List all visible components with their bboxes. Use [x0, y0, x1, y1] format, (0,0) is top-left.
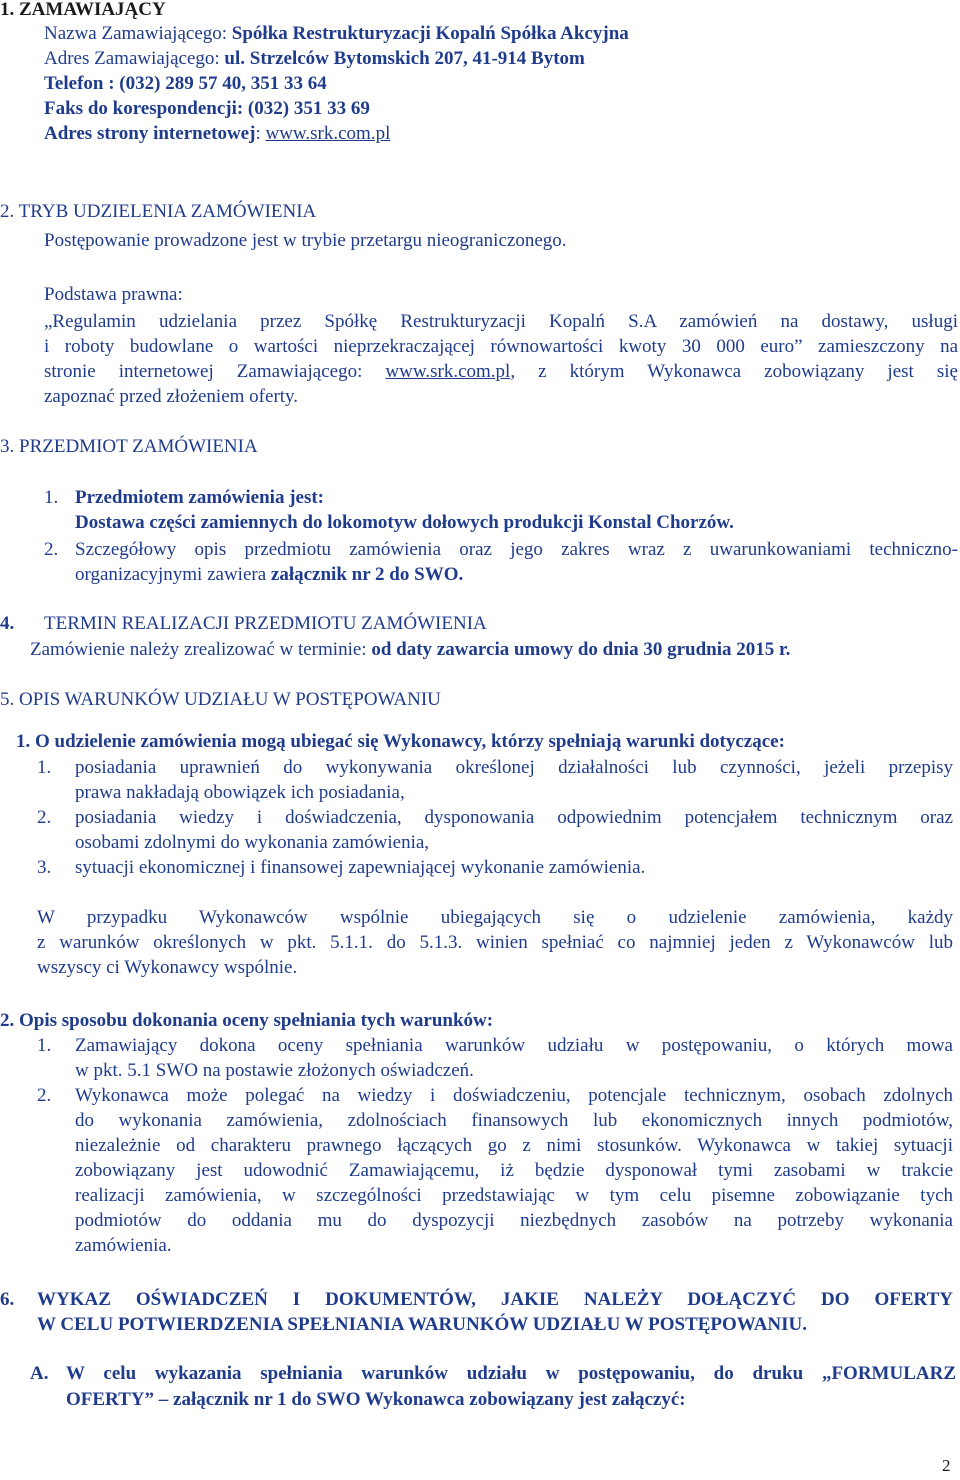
- subject-item-2-line-2a: organizacyjnymi zawiera: [75, 564, 271, 585]
- condition-2-line-2: osobami zdolnymi do wykonania zamówienia,: [75, 832, 430, 853]
- evaluation-1-line-2: w pkt. 5.1 SWO na postawie złożonych oświadczeń.: [75, 1060, 474, 1081]
- item-a-line-1: W celu wykazania spełniania warunków udziału w postępowaniu, do druku „FORMULARZ: [66, 1363, 956, 1384]
- evaluation-1-num: 1.: [37, 1035, 52, 1056]
- evaluation-2-line-1: Wykonawca może polegać na wiedzy i doświadczeniu, potencjale technicznym, osobach zdolnych: [75, 1085, 953, 1106]
- item-a-num: A.: [30, 1363, 49, 1384]
- section-3-heading: 3. PRZEDMIOT ZAMÓWIENIA: [0, 436, 258, 457]
- legal-basis-line-1: „Regulamin udzielania przez Spółkę Restrukturyzacji Kopalń S.A zamówień na dostawy, usługi: [44, 311, 958, 332]
- phone-line: Telefon : (032) 289 57 40, 351 33 64: [44, 73, 327, 94]
- evaluation-2-line-2: do wykonania zamówienia, zdolnościach finansowych lub ekonomicznych innych podmiotów,: [75, 1110, 953, 1131]
- evaluation-1-line-1: Zamawiający dokona oceny spełniania warunków udziału w postępowaniu, o których mowa: [75, 1035, 953, 1056]
- subject-item-2-line-2: [75, 563, 463, 587]
- deadline-label: Zamówienie należy zrealizować w terminie:: [30, 639, 372, 660]
- deadline-line: [30, 638, 790, 662]
- attachment-ref: załącznik nr 2 do SWO.: [270, 564, 464, 585]
- conditions-heading: 1. O udzielenie zamówienia mogą ubiegać się Wykonawcy, którzy spełniają warunki dotyczące:: [16, 731, 785, 752]
- contractor-name-value: Spółka Restrukturyzacji Kopalń Spółka Akcyjna: [231, 23, 629, 44]
- condition-1-line-1: posiadania uprawnień do wykonywania określonej działalności lub czynności, jeżeli przepisy: [75, 757, 953, 778]
- section-5-heading: 5. OPIS WARUNKÓW UDZIAŁU W POSTĘPOWANIU: [0, 689, 441, 710]
- evaluation-2-num: 2.: [37, 1085, 52, 1106]
- section-6-heading-line-2: W CELU POTWIERDZENIA SPEŁNIANIA WARUNKÓW UDZIAŁU W POSTĘPOWANIU.: [37, 1314, 808, 1335]
- joint-bidders-line-3: wszyscy ci Wykonawcy wspólnie.: [37, 957, 298, 978]
- contractor-address-value: ul. Strzelców Bytomskich 207, 41-914 Bytom: [224, 48, 585, 69]
- evaluation-2-line-6: podmiotów do oddania mu do dyspozycji niezbędnych zasobów na potrzeby wykonania: [75, 1210, 953, 1231]
- website-colon: :: [255, 123, 266, 144]
- procedure-mode-text: Postępowanie prowadzone jest w trybie przetargu nieograniczonego.: [44, 230, 567, 251]
- evaluation-2-line-4: zobowiązany jest udowodnić Zamawiającemu, iż będzie dysponował tymi zasobami w trakcie: [75, 1160, 953, 1181]
- condition-2-num: 2.: [37, 807, 52, 828]
- contractor-address-label: Adres Zamawiającego:: [44, 48, 225, 69]
- website-line: [44, 122, 390, 146]
- contractor-name-line: [44, 22, 629, 46]
- legal-basis-line-4: zapoznać przed złożeniem oferty.: [44, 386, 299, 407]
- website-label: Adres strony internetowej: [44, 123, 256, 144]
- section-1-heading: 1. ZAMAWIAJĄCY: [0, 0, 166, 20]
- section-4-heading: TERMIN REALIZACJI PRZEDMIOTU ZAMÓWIENIA: [44, 613, 487, 634]
- section-6-num: 6.: [0, 1289, 15, 1310]
- section-2-heading: 2. TRYB UDZIELENIA ZAMÓWIENIA: [0, 201, 317, 222]
- page-number: 2: [942, 1456, 951, 1475]
- section-6-heading-line-1: WYKAZ OŚWIADCZEŃ I DOKUMENTÓW, JAKIE NALEŻY DOŁĄCZYĆ DO OFERTY: [37, 1289, 953, 1310]
- subject-item-2-line-1: Szczegółowy opis przedmiotu zamówienia oraz jego zakres wraz z uwarunkowaniami techniczno-: [75, 539, 958, 560]
- website-link[interactable]: www.srk.com.pl: [265, 123, 391, 144]
- subject-item-1-text: Przedmiotem zamówienia jest:: [75, 487, 325, 508]
- subject-description: Dostawa części zamiennych do lokomotyw dołowych produkcji Konstal Chorzów.: [75, 512, 734, 533]
- evaluation-heading: 2. Opis sposobu dokonania oceny spełniania tych warunków:: [0, 1010, 494, 1031]
- fax-line: Faks do korespondencji: (032) 351 33 69: [44, 98, 370, 119]
- legal-basis-line-3b: , z którym Wykonawca zobowiązany jest się: [510, 361, 958, 382]
- legal-basis-label: Podstawa prawna:: [44, 284, 183, 305]
- contractor-name-label: Nazwa Zamawiającego:: [44, 23, 232, 44]
- condition-1-line-2: prawa nakładają obowiązek ich posiadania,: [75, 782, 405, 803]
- condition-3-line-1: sytuacji ekonomicznej i finansowej zapewniającej wykonanie zamówienia.: [75, 857, 646, 878]
- deadline-value: od daty zawarcia umowy do dnia 30 grudnia 2015 r.: [371, 639, 791, 660]
- legal-basis-line-2: i roboty budowlane o wartości nieprzekraczającej równowartości kwoty 30 000 euro” zamieszczony na: [44, 336, 958, 357]
- condition-3-num: 3.: [37, 857, 52, 878]
- subject-item-2-num: 2.: [44, 539, 59, 560]
- item-a-line-2: OFERTY” – załącznik nr 1 do SWO Wykonawca zobowiązany jest załączyć:: [66, 1389, 686, 1410]
- legal-basis-link[interactable]: www.srk.com.pl: [385, 361, 511, 382]
- evaluation-2-line-5: realizacji zamówienia, w szczególności przedstawiając w tym celu pisemne zobowiązanie tych: [75, 1185, 953, 1206]
- joint-bidders-line-2: z warunków określonych w pkt. 5.1.1. do 5.1.3. winien spełniać co najmniej jeden z Wykonawców lub: [37, 932, 953, 953]
- legal-basis-line-3: [44, 360, 958, 384]
- legal-basis-line-3a: stronie internetowej Zamawiającego:: [44, 361, 386, 382]
- evaluation-2-line-3: niezależnie od charakteru prawnego łączących go z nimi stosunków. Wykonawca w takiej sytuacji: [75, 1135, 953, 1156]
- condition-2-line-1: posiadania wiedzy i doświadczenia, dysponowania odpowiednim potencjałem technicznym oraz: [75, 807, 953, 828]
- contractor-address-line: [44, 47, 585, 71]
- evaluation-2-line-7: zamówienia.: [75, 1235, 172, 1256]
- section-4-num: 4.: [0, 613, 15, 634]
- subject-item-1-num: 1.: [44, 487, 59, 508]
- condition-1-num: 1.: [37, 757, 52, 778]
- joint-bidders-line-1: W przypadku Wykonawców wspólnie ubiegających się o udzielenie zamówienia, każdy: [37, 907, 953, 928]
